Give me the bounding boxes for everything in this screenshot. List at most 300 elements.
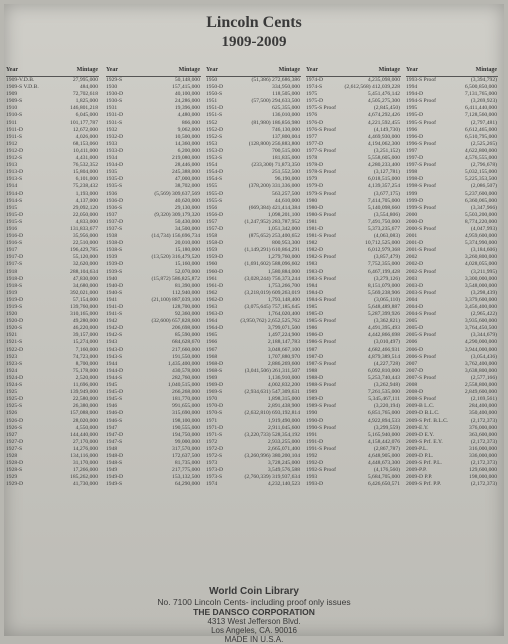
table-row	[106, 176, 201, 183]
table-row	[206, 183, 301, 190]
year-cell: 1917	[6, 247, 18, 254]
mintage-cell: 128,700,000	[172, 304, 200, 310]
year-cell: 1959-D	[206, 254, 224, 261]
table-row	[6, 361, 99, 368]
year-cell: 1927-D	[6, 438, 24, 445]
year-cell: 1968-S	[206, 367, 223, 374]
mintage-cell: 46,220,000	[72, 325, 98, 332]
mintage-cell: (3,362,821)	[373, 318, 400, 325]
year-cell: 1913	[6, 162, 18, 169]
mintage-cell: 4,431,000	[75, 155, 98, 162]
mintage-cell: (875,652) 253,400,652	[248, 233, 300, 240]
mintage-cell: (3,950,762) 2,652,525,762	[240, 318, 300, 325]
mintage-cell: 9,062,000	[177, 126, 200, 133]
table-row	[206, 162, 301, 169]
mintage-cell: (3,394,792)	[470, 77, 497, 83]
year-cell: 1977-S Proof	[306, 147, 336, 154]
mintage-cell: 5,558,605,000	[367, 155, 400, 162]
mintage-cell: 4,480,000	[177, 112, 200, 119]
table-row	[306, 120, 401, 127]
year-cell: 1947	[106, 424, 118, 431]
mintage-cell: 1,051,342,000	[267, 225, 300, 232]
year-cell: 1964-D	[206, 325, 224, 332]
year-cell: 1928	[6, 452, 18, 459]
table-row	[106, 254, 201, 261]
table-row	[206, 247, 301, 254]
mintage-cell: 1,793,148,400	[267, 296, 300, 303]
year-header: Year	[206, 67, 218, 73]
year-cell: 1992-S Proof	[306, 467, 336, 474]
table-row	[306, 382, 401, 389]
year-cell: 1947-D	[106, 431, 124, 438]
mintage-cell: 26,380,000	[72, 403, 98, 410]
mintage-cell: 76,532,352	[72, 162, 98, 169]
mintage-cell: 245,388,000	[172, 169, 200, 176]
year-cell: 1914-D	[6, 190, 24, 197]
table-row	[206, 127, 301, 134]
mintage-cell: 3,548,000,000	[464, 282, 497, 289]
mintage-column-4	[306, 66, 401, 586]
year-cell: 1971-D	[206, 424, 224, 431]
table-row	[306, 219, 401, 226]
year-cell: 1999	[406, 190, 418, 197]
table-row	[6, 134, 99, 141]
table-row	[206, 290, 301, 297]
year-cell: 1974-D	[306, 77, 324, 83]
year-header: Year	[6, 67, 18, 73]
table-row	[6, 120, 99, 127]
table-row	[6, 247, 99, 254]
mintage-column-5	[406, 66, 498, 586]
table-row	[406, 247, 498, 254]
mintage-cell: (2,845,450)	[373, 105, 400, 112]
table-row	[306, 474, 401, 481]
mintage-cell: 7,752,355,000	[367, 261, 400, 268]
column-header	[406, 66, 498, 77]
table-row	[6, 261, 99, 268]
mintage-cell: 5,165,940,000	[367, 431, 400, 438]
mintage-cell: (2,632,810) 693,192,814	[244, 410, 300, 417]
table-row	[106, 84, 201, 91]
mintage-cell: 4,026,000	[75, 133, 98, 140]
table-row	[306, 446, 401, 453]
year-cell: 2004	[406, 296, 418, 303]
table-row	[306, 318, 401, 325]
table-row	[206, 120, 301, 127]
table-row	[106, 418, 201, 425]
year-cell: 1951-D	[206, 105, 224, 112]
mintage-cell: 75,238,432	[72, 183, 98, 190]
year-cell: 2001	[406, 233, 418, 240]
table-row	[306, 418, 401, 425]
mintage-cell: 20,010,000	[174, 240, 200, 247]
year-cell: 1984-D	[306, 289, 324, 296]
year-cell: 1921-S	[6, 339, 23, 346]
year-cell: 1938-D	[106, 240, 124, 247]
year-cell: 1919-D	[6, 296, 24, 303]
table-row	[6, 425, 99, 432]
mintage-cell: (2,172,373)	[470, 460, 497, 467]
table-row	[6, 183, 99, 190]
table-row	[206, 198, 301, 205]
mintage-cell: 392,021,000	[70, 289, 98, 296]
year-cell: 1932	[106, 126, 118, 133]
year-cell: 1995-D	[406, 112, 424, 119]
table-row	[306, 127, 401, 134]
year-cell: 1915	[6, 204, 18, 211]
table-row	[206, 361, 301, 368]
year-cell: 1911-D	[6, 126, 23, 133]
mintage-cell: 10,500,000	[174, 133, 200, 140]
mintage-cell: (233,300) 71,873,350	[251, 162, 300, 169]
year-cell: 1911-S	[6, 133, 22, 140]
mintage-cell: 72,702,618	[72, 91, 98, 98]
year-cell: 1990	[306, 410, 318, 417]
mintage-cell: 5,225,353,500	[464, 176, 497, 183]
mintage-cell: 7,261,535,000	[367, 389, 400, 396]
table-row	[206, 396, 301, 403]
mintage-cell: (669,384) 421,414,384	[248, 204, 300, 211]
mintage-cell: (2,934,631) 547,309,631	[244, 389, 300, 396]
mintage-cell: (2,577,166)	[470, 374, 497, 381]
year-cell: 1970-D	[206, 403, 224, 410]
table-row	[106, 382, 201, 389]
mintage-cell: 4,674,292,426	[367, 112, 400, 119]
year-cell: 1975	[306, 91, 318, 98]
table-row	[206, 84, 301, 91]
mintage-cell: 112,940,000	[172, 289, 200, 296]
year-cell: 2006-D	[406, 346, 424, 353]
mintage-cell: 7,414,705,000	[367, 197, 400, 204]
table-row	[206, 418, 301, 425]
table-row	[106, 155, 201, 162]
table-row	[106, 269, 201, 276]
year-cell: 1948-D	[106, 452, 124, 459]
year-cell: 2005-D	[406, 325, 424, 332]
mintage-cell: 139,949,000	[70, 389, 98, 396]
mintage-cell: 5,253,740,443	[367, 374, 400, 381]
year-cell: 1983-S Proof	[306, 275, 336, 282]
year-cell: 1920-D	[6, 318, 24, 325]
mintage-cell: 6,426,650,571	[367, 481, 400, 488]
table-row	[106, 91, 201, 98]
table-row	[306, 347, 401, 354]
year-cell: 1974	[206, 481, 218, 488]
table-row	[106, 112, 201, 119]
mintage-cell: 3,549,576,588	[267, 467, 300, 474]
mintage-cell: 153,132,500	[172, 474, 200, 481]
year-cell: 1997-S Proof	[406, 162, 436, 169]
table-row	[206, 105, 301, 112]
mintage-cell: 3,728,245,000	[267, 460, 300, 467]
mintage-cell: 5,237,600,000	[464, 190, 497, 197]
mintage-cell: 266,268,000	[172, 389, 200, 396]
year-cell: 1964	[206, 318, 218, 325]
year-cell: 2009-D E.Y.	[406, 431, 435, 438]
year-header: Year	[406, 67, 418, 73]
table-row	[406, 354, 498, 361]
mintage-cell: (3,065,110)	[374, 296, 400, 303]
table-row	[406, 418, 498, 425]
mintage-cell: 198,000,000	[469, 474, 497, 481]
year-cell: 1999-S Proof	[406, 204, 436, 211]
mintage-cell: 700,515,000	[272, 147, 300, 154]
table-row	[406, 162, 498, 169]
mintage-cell: 6,018,515,000	[367, 176, 400, 183]
mintage-cell: 2,558,800,000	[464, 382, 497, 389]
mintage-cell: (3,010,497)	[373, 339, 400, 346]
mintage-cell: 81,390,000	[174, 282, 200, 289]
mintage-cell: 17,266,000	[72, 467, 98, 474]
mintage-cell: 336,000,000	[469, 452, 497, 459]
table-row	[6, 453, 99, 460]
mintage-cell: 219,080,000	[172, 155, 200, 162]
mintage-cell: 4,194,062,300	[367, 140, 400, 147]
table-row	[406, 432, 498, 439]
table-row	[6, 198, 99, 205]
mintage-cell: (3,347,966)	[470, 204, 497, 211]
year-cell: 1981	[306, 218, 318, 225]
year-header: Year	[106, 67, 118, 73]
table-row	[406, 254, 498, 261]
mintage-cell: 50,148,000	[174, 77, 200, 83]
year-cell: 2000	[406, 211, 418, 218]
mintage-cell: 1,764,020,400	[267, 311, 300, 318]
year-cell: 1937-S	[106, 225, 123, 232]
mintage-cell: (3,677,175)	[373, 190, 400, 197]
table-row	[6, 98, 99, 105]
mintage-cell: 3,300,000,000	[464, 275, 497, 282]
table-row	[406, 368, 498, 375]
table-row	[406, 105, 498, 112]
mintage-cell: 8,151,079,000	[367, 282, 400, 289]
mintage-cell: (2,760,339) 319,937,634	[244, 474, 300, 481]
mintage-cell: 172,637,500	[172, 452, 200, 459]
mintage-cell: 1,753,266,700	[267, 282, 300, 289]
table-row	[6, 474, 99, 481]
year-cell: 1992	[306, 452, 318, 459]
mintage-cell: (15,872) 586,825,872	[151, 275, 200, 282]
mintage-cell: 4,002,832,200	[267, 382, 300, 389]
table-row	[206, 368, 301, 375]
table-row	[406, 410, 498, 417]
year-cell: 1975-S Proof	[306, 105, 336, 112]
year-cell: 1976	[306, 112, 318, 119]
table-row	[106, 460, 201, 467]
table-row	[106, 481, 201, 488]
mintage-cell: (3,028,244) 756,373,244	[244, 275, 300, 282]
year-cell: 1986-D	[306, 332, 324, 339]
year-cell: 1923-S	[6, 360, 23, 367]
year-cell: 1969	[206, 374, 218, 381]
year-cell: 1944-S	[106, 374, 123, 381]
mintage-cell: (81,980) 186,856,980	[251, 119, 300, 126]
mintage-cell: 1,707,880,970	[267, 353, 300, 360]
year-cell: 1982-S Proof	[306, 254, 336, 261]
table-row	[206, 304, 301, 311]
mintage-cell: 6,851,765,000	[367, 410, 400, 417]
table-row	[6, 91, 99, 98]
year-cell: 1956	[206, 204, 218, 211]
year-cell: 1957-D	[206, 225, 224, 232]
table-row	[206, 481, 301, 488]
year-cell: 1999-D	[406, 197, 424, 204]
mintage-cell: 144,440,000	[70, 431, 98, 438]
table-row	[406, 84, 498, 91]
mintage-cell: 181,835,000	[272, 155, 300, 162]
year-cell: 1946-D	[106, 410, 124, 417]
year-cell: 1979-S Proof	[306, 190, 336, 197]
year-cell: 1935-S	[106, 183, 123, 190]
year-cell: 2009-S Prf. B.L.C.	[406, 417, 449, 424]
mintage-cell: 44,610,000	[274, 197, 300, 204]
table-row	[206, 141, 301, 148]
mintage-cell: 282,760,000	[172, 374, 200, 381]
table-row	[406, 120, 498, 127]
mintage-cell: 157,088,000	[70, 410, 98, 417]
mintage-cell: 4,505,275,300	[367, 98, 400, 105]
mintage-cell: 4,221,592,455	[367, 119, 400, 126]
mintage-cell: (2,612,568) 412,039,228	[344, 84, 400, 91]
year-cell: 1992-D	[306, 460, 324, 467]
year-cell: 1978-S Proof	[306, 169, 336, 176]
mintage-column-1	[6, 66, 99, 586]
table-row	[6, 226, 99, 233]
mintage-cell: 6,045,000	[75, 112, 98, 119]
year-cell: 1972-S	[206, 452, 223, 459]
year-cell: 1912-S	[6, 155, 23, 162]
table-row	[6, 410, 99, 417]
table-row	[6, 347, 99, 354]
year-cell: 1958-D	[206, 240, 224, 247]
table-row	[6, 382, 99, 389]
table-row	[106, 304, 201, 311]
mintage-cell: 3,944,000,000	[464, 346, 497, 353]
mintage-cell: 34,500,000	[174, 225, 200, 232]
mintage-cell: (1,691,602) 588,096,602	[244, 261, 300, 268]
year-cell: 1942-S	[106, 332, 123, 339]
year-cell: 1991-S Proof	[306, 445, 336, 452]
table-row	[306, 233, 401, 240]
year-cell: 2003-D	[406, 282, 424, 289]
table-row	[206, 112, 301, 119]
mintage-cell: 7,128,560,000	[464, 112, 497, 119]
table-row	[206, 446, 301, 453]
table-row	[406, 439, 498, 446]
year-cell: 1982	[306, 240, 318, 247]
year-cell: 1980-S Proof	[306, 211, 336, 218]
table-row	[306, 439, 401, 446]
table-row	[106, 453, 201, 460]
mintage-cell: 5,451,476,142	[367, 91, 400, 98]
year-cell: 1971-S	[206, 431, 223, 438]
year-cell: 2009-D B.L.C.	[406, 410, 440, 417]
mintage-cell: 198,100,000	[172, 417, 200, 424]
mintage-cell: 1,193,000	[75, 190, 98, 197]
year-cell: 1934	[106, 155, 118, 162]
mintage-cell: (4,176,560)	[373, 467, 400, 474]
mintage-header: Mintage	[378, 67, 400, 73]
table-row	[406, 198, 498, 205]
year-cell: 1981-D	[306, 225, 324, 232]
table-row	[106, 425, 201, 432]
table-row	[406, 269, 498, 276]
table-row	[206, 191, 301, 198]
table-row	[206, 134, 301, 141]
table-row	[206, 347, 301, 354]
year-cell: 1973-S	[206, 474, 223, 481]
table-row	[6, 205, 99, 212]
mintage-cell: (3,184,606)	[470, 247, 497, 254]
mintage-cell: 4,139,357,254	[367, 183, 400, 190]
year-cell: 1931-S	[106, 119, 123, 126]
year-cell: 1920-S	[6, 325, 23, 332]
mintage-cell: 3,638,800,000	[464, 367, 497, 374]
year-cell: 1916-S	[6, 240, 23, 247]
year-cell: 1998-S Proof	[406, 183, 436, 190]
year-cell: 1978	[306, 155, 318, 162]
year-cell: 1952-S	[206, 133, 223, 140]
table-row	[406, 297, 498, 304]
mintage-cell: (3,279,126)	[373, 275, 400, 282]
year-cell: 2002-S Proof	[406, 268, 436, 275]
year-cell: 1946-S	[106, 417, 123, 424]
table-row	[206, 460, 301, 467]
mintage-cell: 800,953,300	[272, 240, 300, 247]
year-cell: 1938	[106, 233, 118, 240]
mintage-cell: 4,158,442,076	[367, 438, 400, 445]
mintage-cell: (21,100) 887,039,100	[151, 296, 200, 303]
mintage-cell: 991,655,000	[172, 403, 200, 410]
table-row	[306, 297, 401, 304]
mintage-cell: 4,448,673,300	[367, 460, 400, 467]
table-row	[6, 191, 99, 198]
table-row	[206, 98, 301, 105]
table-row	[6, 240, 99, 247]
mintage-cell: 866,000	[181, 119, 200, 126]
table-row	[6, 283, 99, 290]
mintage-cell: (2,169,561)	[470, 396, 497, 403]
year-cell: 1931-D	[106, 112, 124, 119]
table-row	[306, 91, 401, 98]
mintage-cell: (14,734) 156,696,734	[151, 233, 200, 240]
mintage-cell: 1,919,490,000	[267, 417, 300, 424]
table-row	[206, 148, 301, 155]
mintage-cell: 206,698,000	[172, 325, 200, 332]
table-row	[406, 233, 498, 240]
mintage-cell: 2,849,600,000	[464, 389, 497, 396]
mintage-cell: 47,830,000	[72, 275, 98, 282]
year-cell: 1974-S	[306, 84, 323, 91]
table-row	[406, 290, 498, 297]
year-cell: 1925-D	[6, 396, 24, 403]
mintage-cell: 6,092,810,000	[367, 367, 400, 374]
mintage-cell: 40,100,000	[174, 91, 200, 98]
year-cell: 1997	[406, 147, 418, 154]
mintage-cell: 284,400,000	[469, 403, 497, 410]
footer-city: Los Angeles, CA. 90016	[211, 626, 297, 635]
table-row	[306, 339, 401, 346]
table-row	[106, 432, 201, 439]
year-cell: 1939	[106, 254, 118, 261]
year-cell: 1959	[206, 247, 218, 254]
year-cell: 1933-D	[106, 147, 124, 154]
mintage-cell: 64,290,000	[174, 481, 200, 488]
table-row	[306, 254, 401, 261]
table-row	[306, 389, 401, 396]
table-row	[106, 474, 201, 481]
year-cell: 1989-D	[306, 396, 324, 403]
